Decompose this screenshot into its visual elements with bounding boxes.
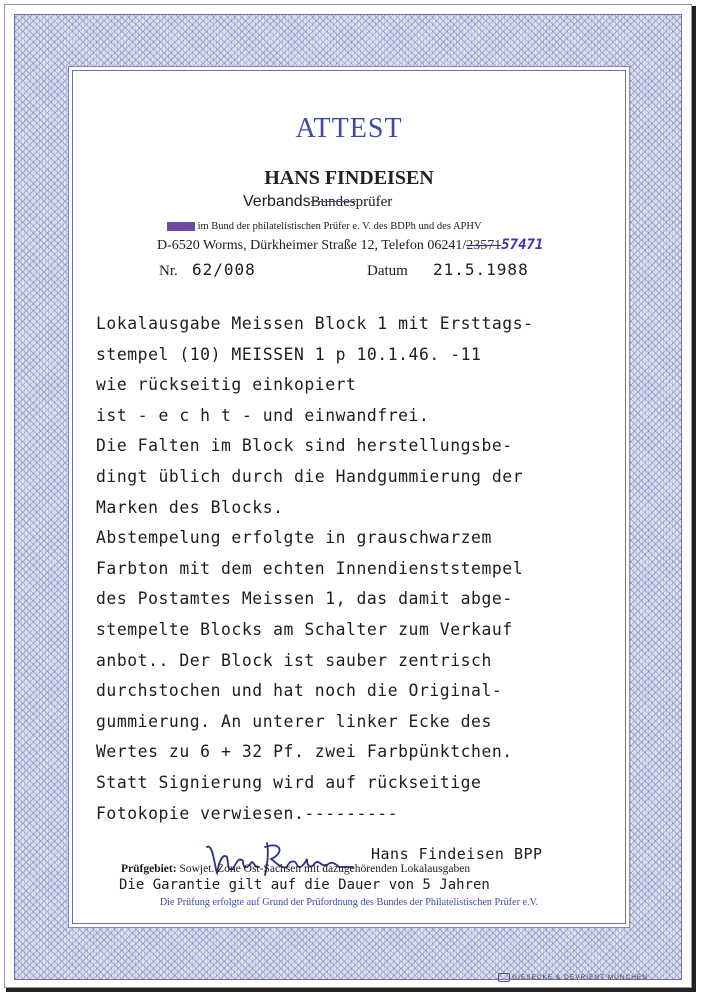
- signatory-name: Hans Findeisen BPP: [371, 845, 543, 863]
- body-line: des Postamtes Meissen 1, das damit abge-: [96, 589, 513, 609]
- body-line: dingt üblich durch die Handgummierung der: [96, 466, 524, 486]
- guarantee-line: Die Garantie gilt auf die Dauer von 5 Jahren: [119, 877, 490, 893]
- role-suffix: prüfer: [355, 194, 393, 210]
- printer-logo: [498, 973, 510, 982]
- address-text: D-6520 Worms, Dürkheimer Straße 12, Telefon 06241/: [157, 238, 467, 253]
- body-line: anbot.. Der Block ist sauber zentrisch: [96, 650, 492, 670]
- nr-value: 62/008: [192, 260, 256, 279]
- certificate-title: ATTEST: [295, 113, 403, 144]
- body-line: Lokalausgabe Meissen Block 1 mit Ersttags-: [96, 314, 534, 333]
- body-line: durchstochen und hat noch die Original-: [96, 681, 503, 701]
- phone-struck: 23571: [466, 238, 502, 253]
- role-prefix: Verbands: [243, 193, 311, 210]
- certificate-body: [96, 309, 616, 829]
- pruefordnung-note: Die Prüfung erfolgte auf Grund der Prüfordnung des Bundes der Philatelistischen Prüfer e.V.: [159, 897, 539, 908]
- membership-text: im Bund der philatelistischen Prüfer e. V. des BDPh und des APHV: [197, 221, 482, 232]
- nr-label: Nr.: [159, 263, 178, 279]
- membership-struck: Mitglied: [167, 222, 195, 231]
- date-value: 21.5.1988: [433, 260, 529, 279]
- issuer-role: [243, 193, 392, 211]
- role-struck: Bundes: [310, 194, 356, 210]
- body-line: Fotokopie verwiesen.---------: [96, 803, 399, 823]
- scan-edge-bottom: [6, 988, 696, 992]
- scan-edge-right: [692, 6, 696, 990]
- body-line: Farbton mit dem echten Innendienststempel: [96, 558, 524, 578]
- printer-imprint: GIESECKE & DEVRIENT MÜNCHEN: [512, 974, 648, 981]
- body-line: stempelte Blocks am Schalter zum Verkauf: [96, 619, 513, 639]
- body-line: Marken des Blocks.: [96, 497, 284, 517]
- pruefgebiet-text: Sowjet. Zone Ost-Sachsen mit dazugehörenden Lokalausgaben: [179, 863, 471, 875]
- body-line: Die Falten im Block sind herstellungsbe-: [96, 436, 513, 456]
- date-label: Datum: [367, 263, 408, 279]
- body-line: gummierung. An unterer linker Ecke des: [96, 711, 492, 731]
- body-line: wie rückseitig einkopiert: [96, 375, 357, 395]
- body-line: Wertes zu 6 + 32 Pf. zwei Farbpünktchen.: [96, 742, 513, 762]
- body-line: Abstempelung erfolgte in grauschwarzem: [96, 528, 492, 548]
- issuer-name: HANS FINDEISEN: [264, 167, 434, 189]
- body-line: ist - e c h t - und einwandfrei.: [96, 405, 430, 425]
- pruefgebiet-line: [121, 863, 470, 875]
- body-line: stempel (10) MEISSEN 1 p 10.1.46. -11: [96, 344, 482, 364]
- body-line: Statt Signierung wird auf rückseitige: [96, 772, 482, 792]
- certificate-panel: [72, 70, 626, 924]
- phone-corrected: 57471: [501, 237, 544, 253]
- pruefgebiet-label: Prüfgebiet:: [121, 863, 177, 875]
- address-line: [157, 237, 543, 254]
- membership-line: [167, 221, 482, 232]
